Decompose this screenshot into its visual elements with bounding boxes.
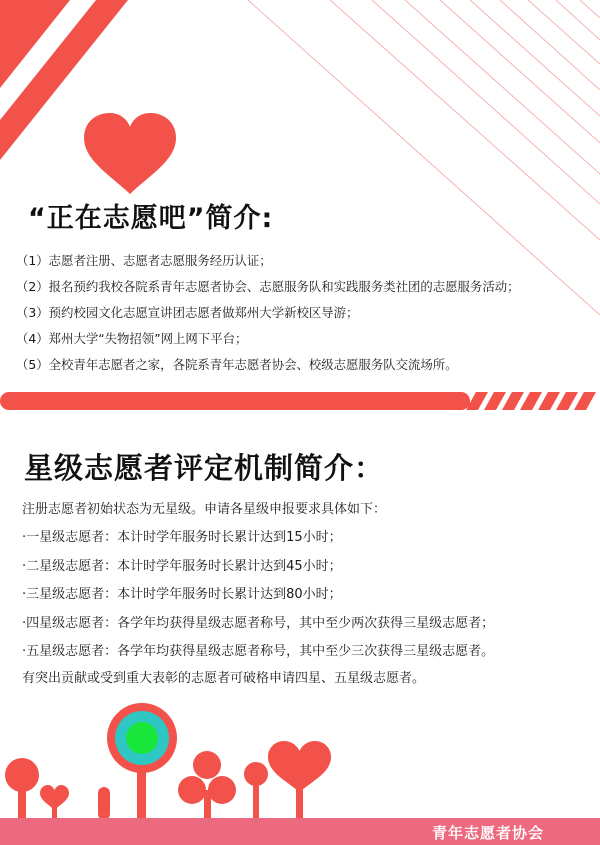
section2-note: 有突出贡献或受到重大表彰的志愿者可破格申请四星、五星级志愿者。 bbox=[22, 671, 426, 686]
lollipop-tree-icon bbox=[107, 703, 177, 820]
list-item: ·二星级志愿者：本计时学年服务时长累计达到45小时； bbox=[22, 558, 342, 574]
list-item: ·三星级志愿者：本计时学年服务时长累计达到80小时； bbox=[22, 587, 342, 602]
footer-organization: 青年志愿者协会 bbox=[431, 824, 544, 842]
post-icon bbox=[98, 787, 110, 820]
section2-title: 星级志愿者评定机制简介： bbox=[24, 451, 385, 485]
list-item: ·五星级志愿者：各学年均获得星级志愿者称号，其中至少三次获得三星级志愿者。 bbox=[22, 644, 495, 659]
list-item: ·一星级志愿者：本计时学年服务时长累计达到15小时； bbox=[22, 530, 342, 545]
list-item: ·四星级志愿者：各学年均获得星级志愿者称号，其中至少两次获得三星级志愿者； bbox=[22, 615, 495, 631]
round-tree-icon bbox=[5, 758, 39, 820]
section1-title: “正在志愿吧”简介: bbox=[28, 203, 274, 234]
list-item: （1）志愿者注册、志愿者志愿服务经历认证； bbox=[16, 253, 272, 268]
list-item: （3）预约校园文化志愿宣讲团志愿者做郑州大学新校区导游； bbox=[16, 305, 359, 320]
small-heart-tree-icon bbox=[40, 785, 69, 820]
list-item: （5）全校青年志愿者之家，各院系青年志愿者协会、校级志愿服务队交流场所。 bbox=[16, 357, 458, 372]
list-item: （2）报名预约我校各院系青年志愿者协会、志愿服务队和实践服务类社团的志愿服务活动； bbox=[16, 279, 520, 294]
club-tree-icon bbox=[178, 751, 236, 820]
round-tree-icon bbox=[244, 762, 268, 820]
section2-intro: 注册志愿者初始状态为无星级。申请各星级申报要求具体如下： bbox=[22, 502, 387, 517]
list-item: （4）郑州大学“失物招领”网上网下平台； bbox=[16, 331, 248, 346]
heart-tree-icon bbox=[268, 741, 331, 820]
